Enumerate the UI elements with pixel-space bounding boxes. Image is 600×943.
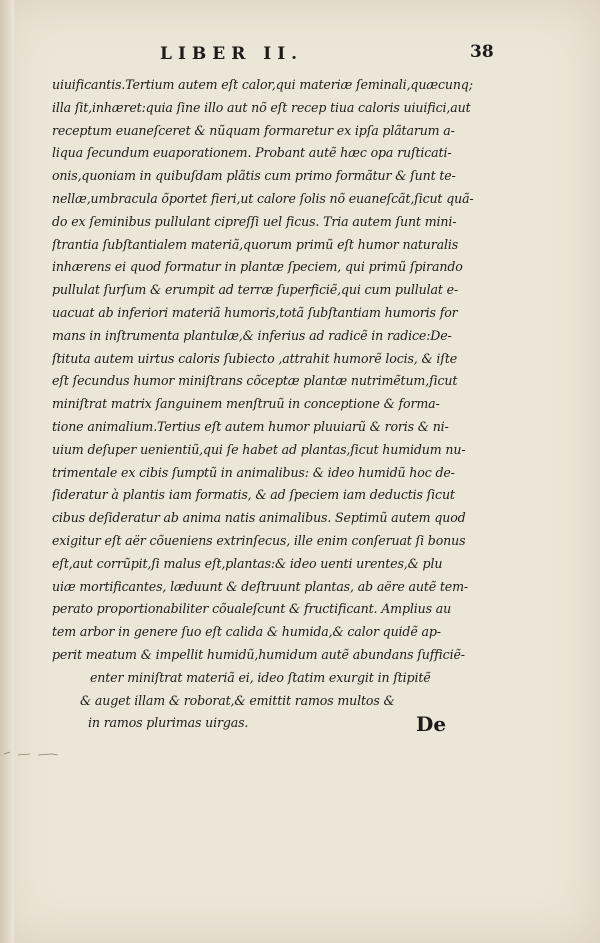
text-line: uacuat ab inferiori materiã humoris,totã ſubſtantiam humoris for (52, 304, 458, 320)
text-line: illa ſit,inhæret:quia ſine illo aut nõ eſt recep tiua caloris uiuifici,aut (52, 99, 471, 115)
text-line: nellæ,umbracula õportet fieri,ut calore ſolis nõ euaneſcãt,ſicut quã- (52, 190, 474, 206)
text-line: & auget illam & roborat,& emittit ramos multos & (80, 692, 395, 708)
text-line: enter miniſtrat materiã ei, ideo ſtatim exurgit in ſtipitẽ (90, 669, 431, 685)
text-line: uiæ mortificantes, læduunt & deſtruunt plantas, ab aëre autẽ tem- (52, 578, 469, 594)
text-line: cibus deſideratur ab anima natis animalibus. Septimũ autem quod (52, 510, 466, 526)
text-line: liqua ſecundum euaporationem. Probant autẽ hæc opa ruſticati- (52, 145, 452, 161)
catchword: De (416, 712, 447, 736)
text-line: onis,quoniam in quibuſdam plãtis cum primo formãtur & ſunt te- (52, 168, 456, 184)
text-line: miniſtrat matrix ſanguinem menſtruũ in conceptione & forma- (52, 396, 440, 412)
text-line: ſideratur à plantis iam formatis, & ad ſpeciem iam deductis ſicut (52, 487, 455, 503)
text-line: uiuificantis.Tertium autem eſt calor,qui materiæ ſeminali,quæcunq; (52, 77, 473, 92)
text-line: inhærens ei quod formatur in plantæ ſpeciem, qui primũ ſpirando (52, 259, 463, 275)
text-line: uium deſuper uenientiũ,qui ſe habet ad plantas,ſicut humidum nu- (52, 441, 466, 457)
text-line: in ramos plurimas uirgas. (88, 715, 249, 731)
text-line: mans in inſtrumenta plantulæ,& inferius ad radicẽ in radice:De- (52, 327, 452, 343)
text-line: pullulat ſurſum & erumpit ad terræ ſuperficiẽ,qui cum pullulat e- (52, 282, 459, 298)
text-line: do ex ſeminibus pullulant cipreſſi uel ficus. Tria autem ſunt mini- (52, 213, 457, 229)
body-text (52, 74, 488, 735)
text-line: tione animalium.Tertius eſt autem humor pluuiarũ & roris & ni- (52, 418, 449, 434)
page-gutter (0, 0, 14, 943)
text-line: eſt ſecundus humor miniſtrans cõceptæ plantæ nutrimẽtum,ſicut (52, 373, 458, 389)
text-line: receptum euaneſceret & nũquam formaretur ex ipſa plãtarum a- (52, 122, 455, 138)
text-line: trimentale ex cibis ſumptũ in animalibus: & ideo humidũ hoc de- (52, 464, 455, 480)
folio-number: 38 (470, 42, 494, 62)
text-line: exigitur eſt aër cõueniens extrinſecus, ille enim conſeruat ſi bonus (52, 532, 466, 548)
text-line: ſtrantia ſubſtantialem materiã,quorum primũ eſt humor naturalis (52, 236, 459, 252)
text-line: perato proportionabiliter cõualeſcunt & fructificant. Amplius au (52, 601, 452, 617)
text-line: perit meatum & impellit humidũ,humidum autẽ abundans ſufficiẽ- (52, 646, 465, 662)
text-line: ſtituta autem uirtus caloris ſubiecto ,attrahit humorẽ locis, & iſte (52, 350, 458, 366)
text-line: eſt,aut corrũpit,ſi malus eſt,plantas:& ideo uenti urentes,& plu (52, 555, 443, 571)
text-line: tem arbor in genere ſuo eſt calida & humida,& calor quidẽ ap- (52, 624, 441, 640)
running-title: LIBER II. (160, 44, 304, 64)
margin-ink-mark (0, 748, 90, 760)
